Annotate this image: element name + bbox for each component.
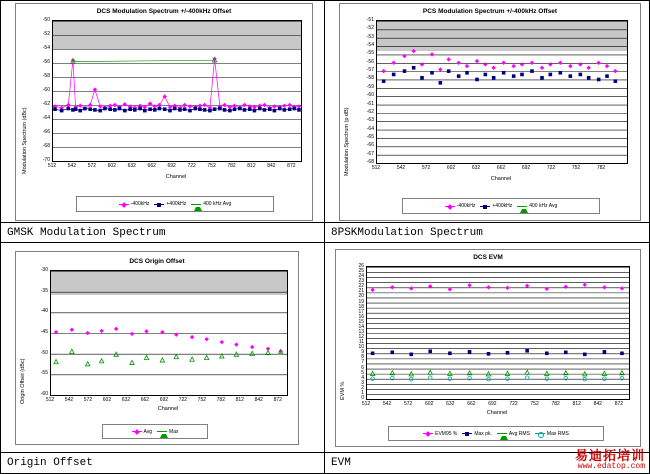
legend-label: +400kHz <box>492 203 513 209</box>
chart-legend[interactable] <box>102 424 208 439</box>
chart-dcs-evm: DCS EVM EVM % 26 25 24 23 22 21 20 19 18 17 16 15 14 13 12 11 10 9 8 7 6 5 4 3 2 1 0 512 542 572 602 632 662 692 722 752 782 812 842 872 Channel EVM95 % Max pk. Avg RMS Max RMS <box>335 249 641 447</box>
watermark <box>575 449 645 471</box>
chart-legend[interactable] <box>76 196 274 212</box>
legend-label: Avg RMS <box>508 430 530 437</box>
watermark-url: www.edatop.com <box>577 461 645 471</box>
plot-area <box>52 20 302 162</box>
legend-label: +400kHz <box>166 201 187 207</box>
chart-dcs-modulation-spectrum: DCS Modulation Spectrum +/-400kHz Offset Modulation Spectrum (dBc) -50 -52 -54 -56 -58 -60 -62 -64 -66 -68 -70 512 542 572 602 632 662 692 722 752 782 812 842 872 Channel -400kHz +400kHz 400 kHz Avg <box>15 3 313 221</box>
legend-item <box>191 201 231 207</box>
chart-title: PCS Modulation Spectrum +/-400kHz Offset <box>422 8 558 15</box>
legend-label: 400 kHz Avg <box>529 203 558 209</box>
legend-item <box>462 431 492 437</box>
chart-dcs-origin-offset: DCS Origin Offset Origin Offset (dBc) -30 -35 -40 -45 -50 -55 -60 512 542 572 602 632 662 692 722 752 782 812 842 872 Channel Avg Max <box>15 251 299 445</box>
chart-legend[interactable] <box>402 198 600 214</box>
y-axis-title: Modulation Spectrum (p dB) <box>344 107 350 176</box>
chart-pcs-modulation-spectrum: PCS Modulation Spectrum +/-400kHz Offset Modulation Spectrum (p dB) -51 -52 -53 -54 -55 -56 -57 -58 -59 -60 -61 -62 -63 -64 -65 -66 -67 -68 512 542 572 602 632 662 692 722 752 782 Channel -400kHz +400kHz 400 kHz Avg <box>339 3 641 221</box>
legend-item <box>480 203 512 209</box>
panel-dcs-modulation-spectrum <box>1 1 325 223</box>
legend-label: -400kHz <box>456 203 476 209</box>
legend-label: Max RMS <box>546 430 569 437</box>
legend-item <box>445 203 476 209</box>
legend-label: EVM95 % <box>435 430 458 437</box>
legend-item <box>157 429 178 435</box>
watermark-main: 易迪拓培训 <box>574 447 645 463</box>
legend-label: Max <box>169 428 179 435</box>
caption-origin-offset: Origin Offset <box>1 453 325 473</box>
legend-label: -400kHz <box>130 201 150 207</box>
chart-title: DCS Modulation Spectrum +/-400kHz Offset <box>96 8 232 15</box>
legend-item <box>517 203 557 209</box>
chart-title: DCS EVM <box>473 254 503 261</box>
x-axis-title: Channel <box>486 410 508 416</box>
caption-8psk: 8PSKModulation Spectrum <box>325 223 649 243</box>
caption-evm: EVM <box>331 457 351 469</box>
panel-dcs-origin-offset <box>1 243 325 453</box>
legend-item <box>535 431 569 437</box>
x-axis-title: Channel <box>165 174 187 180</box>
y-axis-title: EVM % <box>340 381 346 400</box>
x-axis-title: Channel <box>157 406 179 412</box>
panel-dcs-evm <box>325 243 649 453</box>
legend-item <box>423 431 457 437</box>
y-axis-title: Modulation Spectrum (dBc) <box>22 107 28 174</box>
chart-legend[interactable] <box>388 426 604 441</box>
legend-item <box>119 201 150 207</box>
x-axis-title: Channel <box>490 176 512 182</box>
legend-item <box>154 201 186 207</box>
legend-label: 400 kHz Avg <box>203 201 232 207</box>
plot-area <box>376 20 628 164</box>
legend-item <box>132 429 153 435</box>
legend-label: Max pk. <box>474 430 492 437</box>
panel-pcs-modulation-spectrum <box>325 1 649 223</box>
caption-gmsk: GMSK Modulation Spectrum <box>1 223 325 243</box>
chart-title: DCS Origin Offset <box>129 258 185 265</box>
plot-area <box>50 270 288 396</box>
plot-area <box>366 266 630 400</box>
legend-label: Avg <box>143 428 153 435</box>
y-axis-title: Origin Offset (dBc) <box>20 358 26 404</box>
legend-item <box>497 431 530 437</box>
